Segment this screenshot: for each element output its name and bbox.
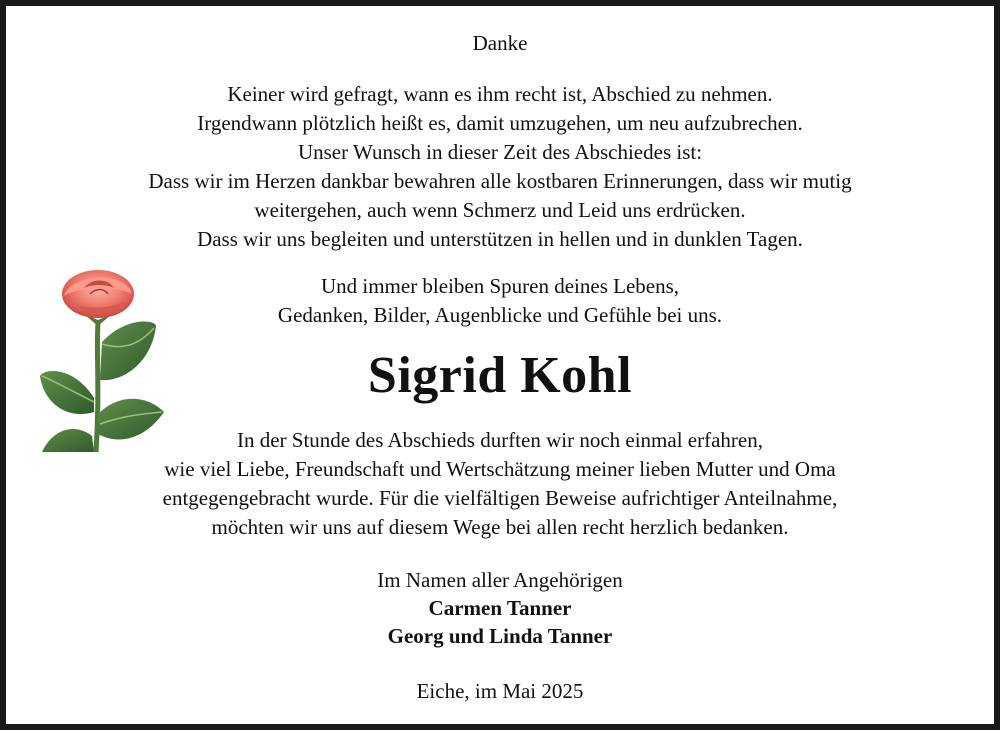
poem-line: Irgendwann plötzlich heißt es, damit umzugehen, um neu aufzubrechen. bbox=[197, 111, 803, 135]
poem bbox=[6, 80, 994, 254]
signature-name: Carmen Tanner bbox=[428, 596, 572, 620]
place-date: Eiche, im Mai 2025 bbox=[416, 679, 584, 703]
poem-line: weitergehen, auch wenn Schmerz und Leid uns erdrücken. bbox=[254, 198, 746, 222]
deceased-name: Sigrid Kohl bbox=[367, 347, 633, 404]
verse-line: Und immer bleiben Spuren deines Lebens, bbox=[320, 274, 680, 298]
thanks-line: möchten wir uns auf diesem Wege bei allen recht herzlich bedanken. bbox=[211, 515, 789, 539]
thanks-line: In der Stunde des Abschieds durften wir noch einmal erfahren, bbox=[236, 428, 763, 452]
poem-line: Keiner wird gefragt, wann es ihm recht ist, Abschied zu nehmen. bbox=[227, 82, 773, 106]
thanks-line: entgegengebracht wurde. Für die vielfältigen Beweise aufrichtiger Anteilnahme, bbox=[162, 486, 838, 510]
signature-intro: Im Namen aller Angehörigen bbox=[377, 568, 623, 592]
heading: Danke bbox=[472, 31, 528, 55]
obituary-card bbox=[6, 6, 994, 724]
signature bbox=[6, 566, 994, 650]
poem-line: Unser Wunsch in dieser Zeit des Abschiedes ist: bbox=[297, 140, 703, 164]
poem-line: Dass wir im Herzen dankbar bewahren alle kostbaren Erinnerungen, dass wir mutig bbox=[148, 169, 852, 193]
poem-line: Dass wir uns begleiten und unterstützen in hellen und in dunklen Tagen. bbox=[197, 227, 803, 251]
thanks-line: wie viel Liebe, Freundschaft und Wertschätzung meiner lieben Mutter und Oma bbox=[164, 457, 836, 481]
verse-line: Gedanken, Bilder, Augenblicke und Gefühle bei uns. bbox=[277, 303, 723, 327]
rose-icon bbox=[34, 264, 166, 454]
signature-name: Georg und Linda Tanner bbox=[387, 624, 613, 648]
